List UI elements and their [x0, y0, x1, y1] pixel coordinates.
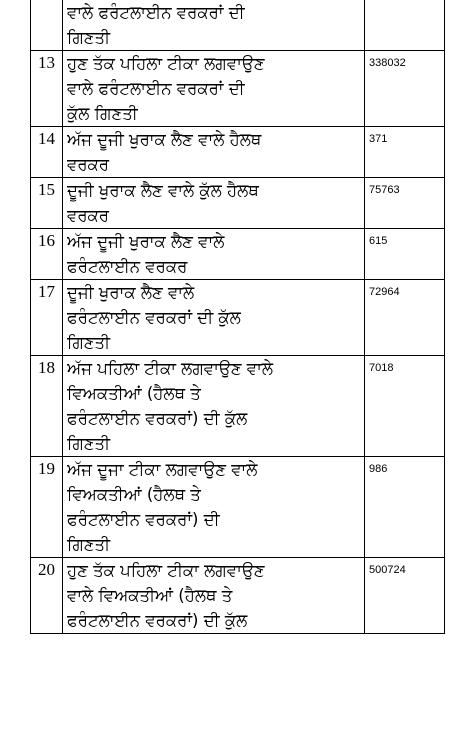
- row-value: 75763: [365, 178, 445, 229]
- description-line: ਕੁੱਲ ਗਿਣਤੀ: [67, 104, 138, 123]
- description-line: ਵਾਲੇ ਵਿਅਕਤੀਆਂ (ਹੈਲਥ ਤੇ: [67, 586, 233, 605]
- description-line: ਦੂਜੀ ਖੁਰਾਕ ਲੈਣ ਵਾਲੇ ਕੁੱਲ ਹੈਲਥ: [67, 181, 259, 200]
- table-row: [31, 558, 445, 634]
- row-value: 986: [365, 457, 445, 558]
- row-value: [365, 0, 445, 51]
- row-value: 7018: [365, 356, 445, 457]
- row-description: [63, 280, 365, 356]
- row-number: 17: [31, 280, 63, 356]
- table-row: [31, 457, 445, 558]
- description-line: ਅੱਜ ਦੂਜੀ ਖੁਰਾਕ ਲੈਣ ਵਾਲੇ ਹੈਲਥ: [67, 130, 262, 149]
- row-number: 20: [31, 558, 63, 634]
- row-value: 72964: [365, 280, 445, 356]
- row-value: 338032: [365, 51, 445, 127]
- row-description: [63, 229, 365, 280]
- description-line: ਗਿਣਤੀ: [67, 28, 111, 47]
- description-line: ਵਰਕਰ: [67, 155, 110, 174]
- description-line: ਹੁਣ ਤੱਕ ਪਹਿਲਾ ਟੀਕਾ ਲਗਵਾਉਣ: [67, 561, 265, 580]
- description-line: ਅੱਜ ਦੂਜੀ ਖੁਰਾਕ ਲੈਣ ਵਾਲੇ: [67, 232, 225, 251]
- row-description: [63, 356, 365, 457]
- description-line: ਫਰੰਟਲਾਈਨ ਵਰਕਰ: [67, 257, 188, 276]
- description-line: ਵਾਲੇ ਫਰੰਟਲਾਈਨ ਵਰਕਰਾਂ ਦੀ: [67, 3, 245, 22]
- row-description: [63, 457, 365, 558]
- row-value: 615: [365, 229, 445, 280]
- description-line: ਵਿਅਕਤੀਆਂ (ਹੈਲਥ ਤੇ: [67, 384, 201, 403]
- row-description: [63, 0, 365, 51]
- description-line: ਵਿਅਕਤੀਆਂ (ਹੈਲਥ ਤੇ: [67, 485, 201, 504]
- row-number: 15: [31, 178, 63, 229]
- description-line: ਗਿਣਤੀ: [67, 535, 111, 554]
- description-line: ਫਰੰਟਲਾਈਨ ਵਰਕਰਾਂ) ਦੀ: [67, 510, 220, 529]
- row-description: [63, 178, 365, 229]
- table-row: [31, 280, 445, 356]
- description-line: ਦੂਜੀ ਖੁਰਾਕ ਲੈਣ ਵਾਲੇ: [67, 283, 195, 302]
- row-value: 371: [365, 127, 445, 178]
- description-line: ਗਿਣਤੀ: [67, 333, 111, 352]
- description-line: ਫਰੰਟਲਾਈਨ ਵਰਕਰਾਂ) ਦੀ ਕੁੱਲ: [67, 409, 248, 428]
- row-number: 14: [31, 127, 63, 178]
- row-description: [63, 51, 365, 127]
- row-description: [63, 558, 365, 634]
- description-line: ਵਾਲੇ ਫਰੰਟਲਾਈਨ ਵਰਕਰਾਂ ਦੀ: [67, 79, 245, 98]
- description-line: ਫਰੰਟਲਾਈਨ ਵਰਕਰਾਂ ਦੀ ਕੁੱਲ: [67, 308, 241, 327]
- row-description: [63, 127, 365, 178]
- vaccination-stats-table: [30, 0, 445, 634]
- row-value: 500724: [365, 558, 445, 634]
- table-body: [31, 0, 445, 634]
- row-number: 18: [31, 356, 63, 457]
- description-line: ਵਰਕਰ: [67, 206, 110, 225]
- description-line: ਗਿਣਤੀ: [67, 434, 111, 453]
- table-row: [31, 356, 445, 457]
- description-line: ਫਰੰਟਲਾਈਨ ਵਰਕਰਾਂ) ਦੀ ਕੁੱਲ: [67, 611, 248, 630]
- document-sheet: [30, 0, 444, 634]
- table-row: [31, 229, 445, 280]
- description-line: ਹੁਣ ਤੱਕ ਪਹਿਲਾ ਟੀਕਾ ਲਗਵਾਉਣ: [67, 54, 265, 73]
- row-number: 16: [31, 229, 63, 280]
- description-line: ਅੱਜ ਪਹਿਲਾ ਟੀਕਾ ਲਗਵਾਉਣ ਵਾਲੇ: [67, 359, 273, 378]
- table-row: [31, 127, 445, 178]
- description-line: ਅੱਜ ਦੂਜਾ ਟੀਕਾ ਲਗਵਾਉਣ ਵਾਲੇ: [67, 460, 258, 479]
- table-row: [31, 178, 445, 229]
- table-row: [31, 0, 445, 51]
- table-row: [31, 51, 445, 127]
- row-number: 13: [31, 51, 63, 127]
- row-number: 19: [31, 457, 63, 558]
- row-number: [31, 0, 63, 51]
